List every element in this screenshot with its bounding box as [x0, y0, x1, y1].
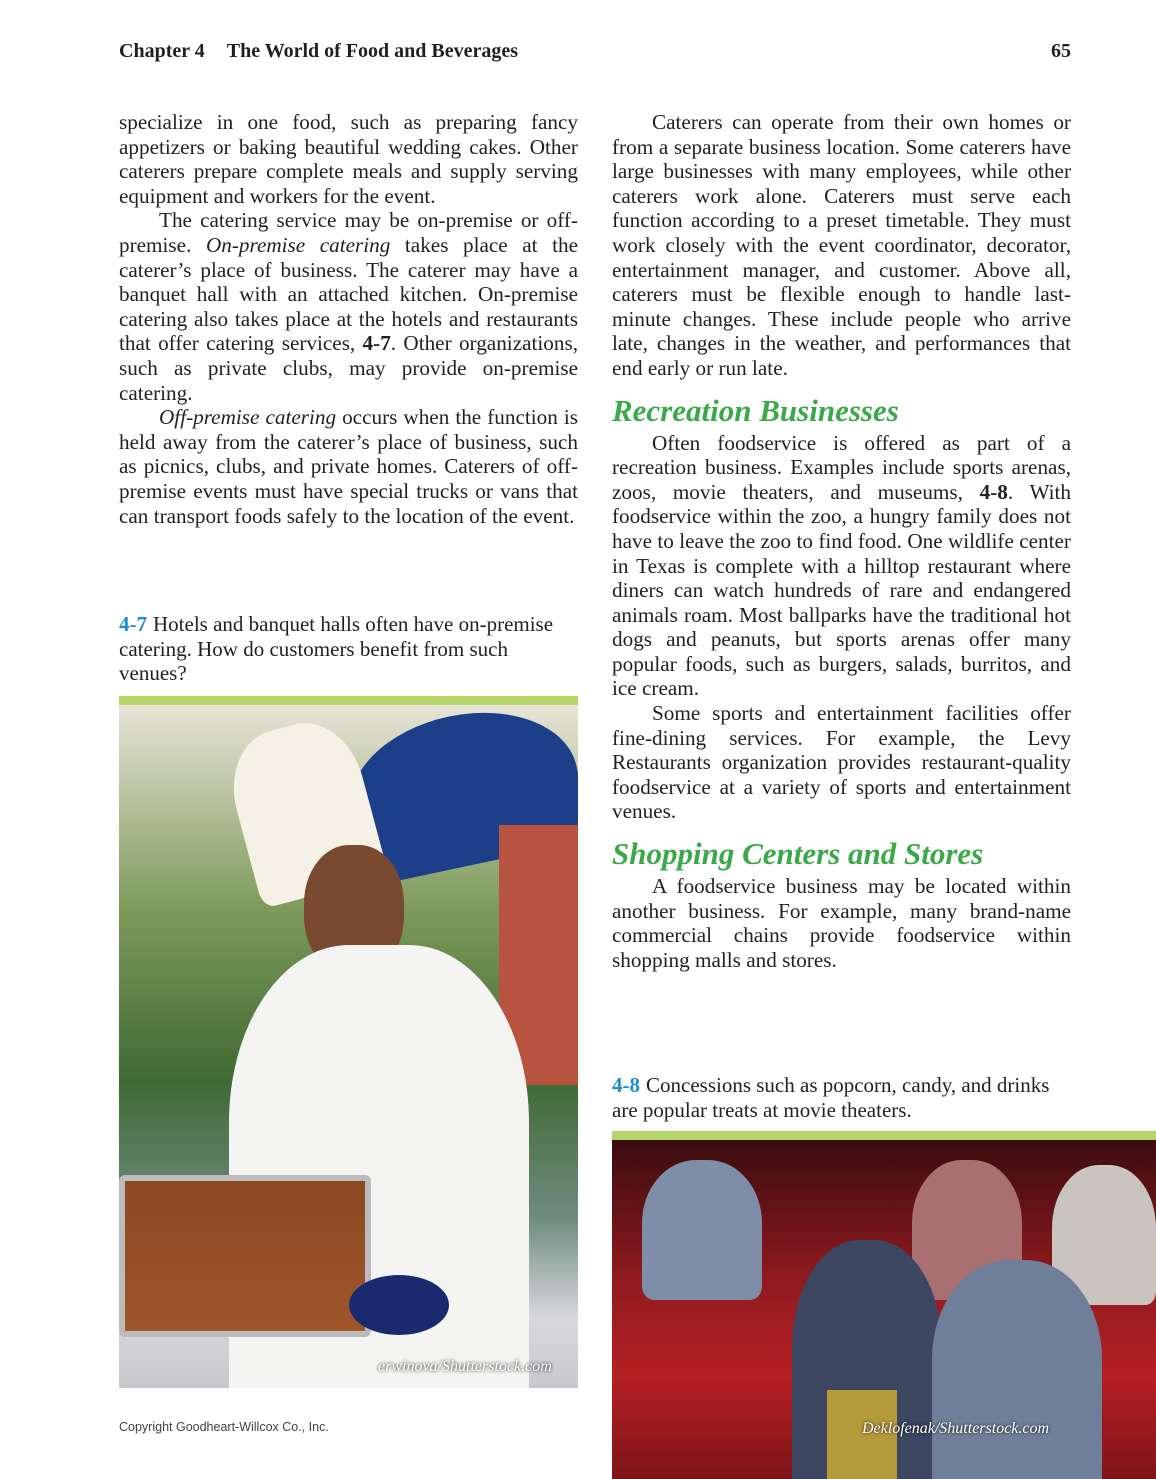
chapter-title: The World of Food and Beverages — [226, 40, 519, 62]
paragraph — [119, 208, 578, 405]
running-header — [119, 40, 518, 63]
paragraph: specialize in one food, such as preparing fancy appetizers or baking beautiful wedding cakes. Other caterers prepare complete meals and supply serving equipment and workers for the event. — [119, 110, 578, 208]
caption-text: Concessions such as popcorn, candy, and drinks are popular treats at movie theaters. — [612, 1073, 1050, 1122]
paragraph: Caterers can operate from their own homes or from a separate business location. Some caterers have large businesses with many employees, while other caterers work alone. Caterers must serve each function according to a preset timetable. They must work closely with the event coordinator, decorator, entertainment manager, and customer. Above all, caterers must be flexible enough to handle last-minute changes. These include people who arrive late, changes in the weather, and performances that end early or run late. — [612, 110, 1071, 380]
text: Often foodservice is offered as part of a recreation business. Examples include sports arenas, zoos, movie theaters, and museums, — [612, 430, 1071, 504]
caption-text: Hotels and banquet halls often have on-premise catering. How do customers benefit from such venues? — [119, 612, 554, 686]
right-column — [612, 110, 1071, 972]
page-number: 65 — [1051, 40, 1071, 62]
figure-caption — [612, 1073, 1062, 1122]
term: On-premise catering — [205, 232, 391, 257]
person — [932, 1260, 1102, 1479]
chef-photo — [119, 705, 578, 1388]
term: Off-premise catering — [159, 405, 337, 430]
figure-number: 4-8 — [612, 1073, 640, 1097]
figure-ref: 4-8 — [979, 479, 1008, 504]
section-heading: Recreation Businesses — [612, 392, 899, 428]
figure-number: 4-7 — [119, 612, 147, 636]
section-heading: Shopping Centers and Stores — [612, 836, 984, 872]
paragraph — [119, 405, 578, 528]
paragraph: A foodservice business may be located within another business. For example, many brand-name commercial chains provide foodservice within shopping malls and stores. — [612, 874, 1071, 972]
figure-ref: 4-7 — [362, 331, 391, 356]
paragraph: Some sports and entertainment facilities offer fine-dining services. For example, the Levy Restaurants organization provides restaurant-quality foodservice at a variety of sports and entertainment venues. — [612, 701, 1071, 824]
chapter-label: Chapter 4 — [119, 40, 205, 62]
photo-bar — [612, 1131, 1156, 1140]
photo-bar — [119, 696, 578, 705]
text: . With foodservice within the zoo, a hungry family does not have to leave the zoo to find food. One wildlife center in Texas is complete with a hilltop restaurant where diners can watch hundreds of rare and endangered animals roam. Most ballparks have the traditional hot dogs and peanuts, but sports arenas offer many popular foods, such as burgers, salads, burritos, and ice cream. — [612, 479, 1071, 701]
left-column — [119, 110, 578, 528]
plate — [349, 1275, 449, 1335]
paragraph — [612, 431, 1071, 702]
copyright: Copyright Goodheart-Willcox Co., Inc. — [119, 1420, 329, 1434]
text: takes place at the caterer’s place of business. The caterer may have a banquet hall with an attached kitchen. On-premise catering also takes place at the hotels and restaurants that offer catering services, — [119, 232, 578, 356]
photo-credit: erwinova/Shutterstock.com — [378, 1358, 552, 1375]
figure-caption — [119, 612, 579, 686]
text: . Other organizations, such as private clubs, may provide on-premise catering. — [119, 331, 578, 405]
text: The catering service may be on-premise or off-premise. — [119, 208, 578, 257]
person — [642, 1160, 762, 1300]
text: occurs when the function is held away from the caterer’s place of business, such as picnics, clubs, and private homes. Caterers of off-premise events must have special trucks or vans that can transport foods safely to the location of the event. — [119, 405, 578, 528]
food-tray — [119, 1175, 371, 1337]
photo-credit: Deklofenak/Shutterstock.com — [862, 1420, 1050, 1437]
